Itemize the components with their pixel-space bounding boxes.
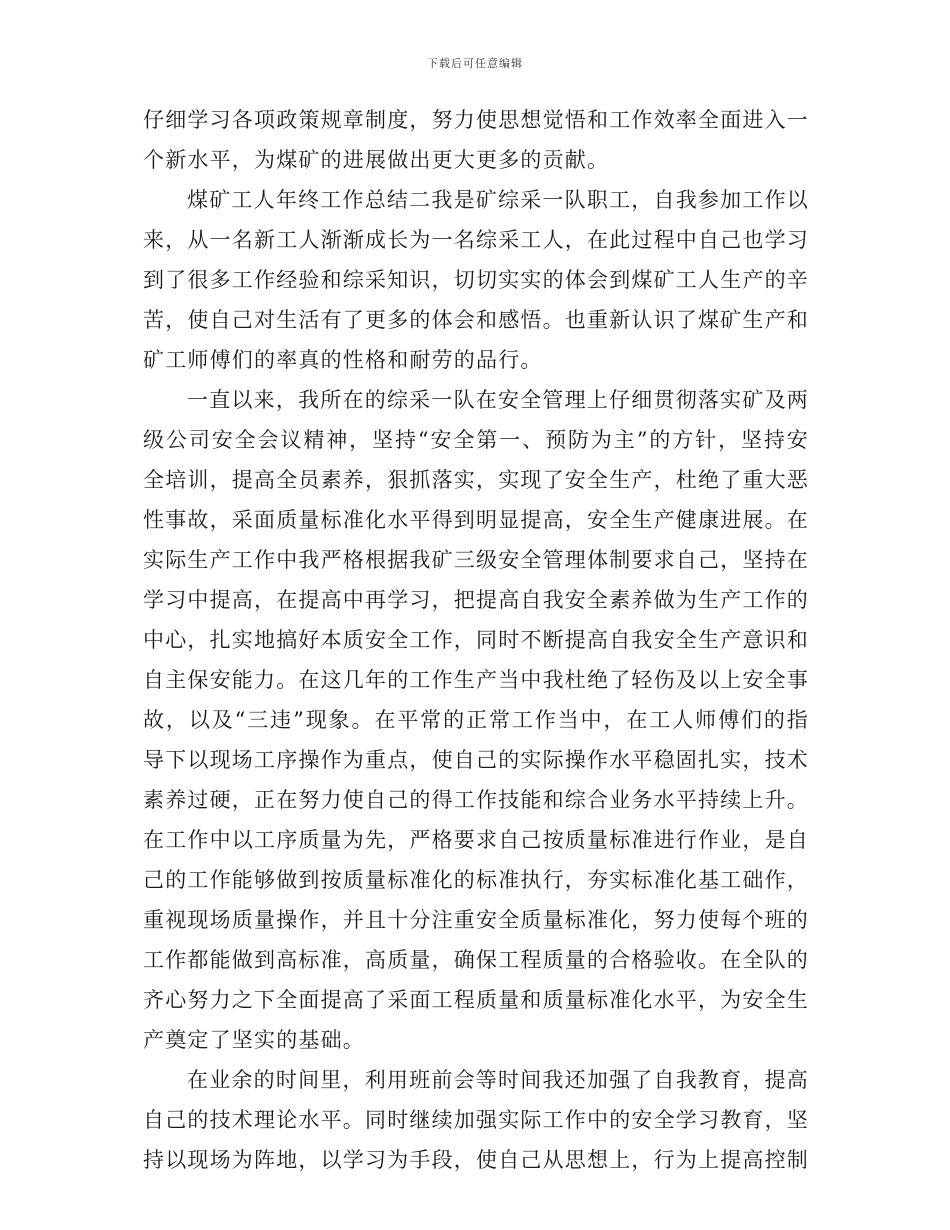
paragraph-continuation: 仔细学习各项政策规章制度，努力使思想觉悟和工作效率全面进入一个新水平，为煤矿的进展做出更大更多的贡献。 [143,108,809,172]
page-header: 下载后可任意编辑 [427,57,523,70]
paragraph-spare-time-study: 在业余的时间里，利用班前会等时间我还加强了自我教育，提高自己的技术理论水平。同时继续加强实际工作中的安全学习教育，坚持以现场为阵地，以学习为手段，使自己从思想上，行为上提高控制 [143,1068,809,1172]
document-body [143,100,809,1180]
paragraph-safety-management: 一直以来，我所在的综采一队在安全管理上仔细贯彻落实矿及两级公司安全会议精神，坚持“安全第一、预防为主”的方针，坚持安全培训，提高全员素养，狠抓落实，实现了安全生产，杜绝了重大恶性事故，采面质量标准化水平得到明显提高，安全生产健康进展。在实际生产工作中我严格根据我矿三级安全管理体制要求自己，坚持在学习中提高，在提高中再学习，把提高自我安全素养做为生产工作的中心，扎实地搞好本质安全工作，同时不断提高自我安全生产意识和自主保安能力。在这几年的工作生产当中我杜绝了轻伤及以上安全事故，以及“三违”现象。在平常的正常工作当中，在工人师傅们的指导下以现场工序操作为重点，使自己的实际操作水平稳固扎实，技术素养过硬，正在努力使自己的得工作技能和综合业务水平持续上升。在工作中以工序质量为先，严格要求自己按质量标准进行作业，是自己的工作能够做到按质量标准化的标准执行，夯实标准化基工础作，重视现场质量操作，并且十分注重安全质量标准化，努力使每个班的工作都能做到高标准，高质量，确保工程质量的合格验收。在全队的齐心努力之下全面提高了采面工程质量和质量标准化水平，为安全生产奠定了坚实的基础。 [143,388,809,1052]
paragraph-summary-two: 煤矿工人年终工作总结二我是矿综采一队职工，自我参加工作以来，从一名新工人渐渐成长为一名综采工人，在此过程中自己也学习到了很多工作经验和综采知识，切切实实的体会到煤矿工人生产的辛苦，使自己对生活有了更多的体会和感悟。也重新认识了煤矿生产和矿工师傅们的率真的性格和耐劳的品行。 [143,188,809,372]
